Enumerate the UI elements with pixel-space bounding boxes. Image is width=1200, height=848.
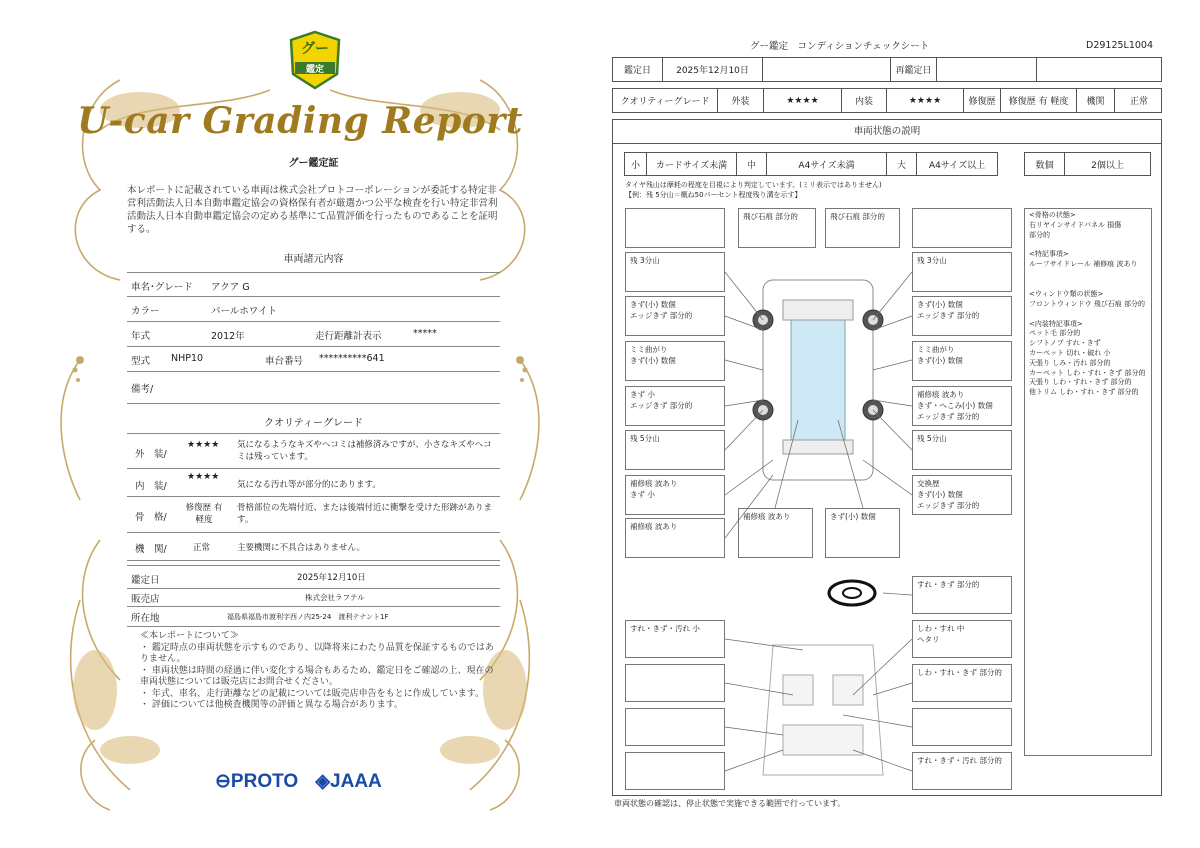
exterior-stars: ★★★★: [764, 89, 842, 112]
side-note-line: フロントウィンドウ 飛び石痕 部分的: [1029, 299, 1146, 308]
date-value: 2025年12月10日: [297, 573, 366, 583]
sheet-title: グー鑑定 コンディションチェックシート: [750, 41, 930, 52]
tire-note-1: タイヤ残山は摩耗の程度を目視により判定しています。(ミリ表示ではありません): [625, 181, 882, 189]
tire-note-2: 【例：残 5分山＝概ね50パーセント程度残り溝を示す】: [625, 191, 802, 199]
condition-box: 残 3分山: [625, 252, 725, 292]
report-title: U-car Grading Report: [77, 100, 523, 142]
cert-heading: グー鑑定証: [288, 158, 339, 169]
frame-label: 骨 格/: [135, 512, 167, 523]
spec-year-value: 2012年: [211, 331, 245, 342]
spec-name-value: アクア G: [211, 282, 250, 293]
proto-logo-icon: ⊖: [215, 771, 231, 792]
condition-box: しわ・すれ・きず 部分的: [912, 664, 1012, 702]
notes-title: ≪本レポートについて≫: [140, 631, 239, 641]
quality-label: クオリティーグレード: [613, 89, 718, 112]
spec-name-label: 車名･グレード: [131, 282, 193, 293]
address-label: 所在地: [131, 613, 160, 624]
spec-row-year: [127, 322, 500, 347]
reinspect-label: 再鑑定日: [891, 58, 937, 81]
condition-box: ミミ曲がり きず(小) 数個: [625, 341, 725, 381]
date-blank: [763, 58, 891, 81]
side-note-line: <特記事項>: [1029, 250, 1069, 259]
spec-chassis-value: **********641: [319, 353, 385, 364]
repair-value: 修復歴 有 軽度: [1001, 89, 1077, 112]
condition-box: 補修痕 波あり きず・へこみ(小) 数個 エッジきず 部分的: [912, 386, 1012, 426]
badge-top-text: グー: [301, 41, 329, 57]
engine-value: 正常: [1129, 97, 1148, 107]
engine-label: 機 関/: [135, 544, 167, 555]
side-note-spacer: [1029, 240, 1147, 250]
legend-mid-desc: A4サイズ未満: [767, 153, 887, 175]
engine-label: 機関: [1077, 89, 1115, 112]
footer-row-date: [127, 565, 500, 589]
date-row: [612, 57, 1162, 82]
note-item: ・ 評価については他検査機関等の評価と異なる場合があります。: [140, 700, 403, 710]
side-note-line: カーペット しわ・すれ・きず 部分的: [1029, 368, 1146, 377]
doc-id: D29125L1004: [1086, 40, 1154, 51]
footer-row-address: [127, 607, 500, 627]
side-note-line: <ウィンドウ類の状態>: [1029, 289, 1104, 298]
quality-row-exterior: [127, 433, 500, 469]
condition-box: すれ・きず 部分的: [912, 576, 1012, 614]
proto-logo-text: PROTO: [230, 771, 299, 792]
condition-box: 飛び石痕 部分的: [738, 208, 816, 248]
exterior-desc: 気になるようなキズやヘコミは補修済みですが、小さなキズやヘコミは残っています。: [237, 440, 492, 462]
spec-row-model: [127, 347, 500, 372]
exterior-label: 外 装/: [135, 449, 167, 460]
side-note-line: シフトノブ すれ・きず: [1029, 339, 1101, 348]
exterior-label: 外装: [718, 89, 764, 112]
condition-box: きず(小) 数個 エッジきず 部分的: [625, 296, 725, 336]
quality-row-engine: [127, 533, 500, 561]
interior-stars: ★★★★: [187, 472, 220, 482]
legend-small-desc: カードサイズ未満: [647, 153, 737, 175]
spec-mileage-label: 走行距離計表示: [315, 331, 382, 342]
side-note-line: ペット毛 部分的: [1029, 329, 1081, 338]
side-note-line: カーペット 切れ・破れ 小: [1029, 348, 1111, 357]
legend-mid: 中: [737, 153, 767, 175]
condition-box: しわ・すれ 中 ヘタリ: [912, 620, 1012, 658]
spec-row-remarks: [127, 372, 500, 404]
condition-box: 残 3分山: [912, 252, 1012, 292]
condition-box: 飛び石痕 部分的: [825, 208, 900, 248]
footer-note: 車両状態の確認は、停止状態で実施できる範囲で行っています。: [614, 799, 846, 808]
spec-color-label: カラー: [131, 306, 160, 317]
spec-chassis-label: 車台番号: [265, 356, 304, 367]
frame-desc: 骨格部位の先端付近、または後端付近に衝撃を受けた形跡があります。: [237, 503, 493, 525]
interior-desc: 気になる汚れ等が部分的にあります。: [237, 480, 381, 490]
condition-box: きず 小 エッジきず 部分的: [625, 386, 725, 426]
spec-row-name: [127, 272, 500, 297]
condition-heading: 車両状態の説明: [613, 120, 1161, 144]
exterior-stars: ★★★★: [187, 440, 220, 450]
interior-stars: ★★★★: [887, 89, 964, 112]
condition-box: ミミ曲がり きず(小) 数個: [912, 341, 1012, 381]
spec-mileage-value: *****: [413, 328, 437, 339]
dealer-label: 販売店: [131, 594, 160, 605]
condition-check-sheet: [600, 0, 1200, 848]
quality-row-interior: [127, 469, 500, 497]
condition-box: 補修痕 波あり: [738, 508, 813, 558]
report-notes: [140, 631, 500, 712]
footer-row-dealer: [127, 589, 500, 607]
spec-year-label: 年式: [131, 331, 151, 342]
side-note-line: <骨格の状態>: [1029, 211, 1076, 219]
frame-value: 修復歴 有 軽度: [185, 503, 223, 525]
condition-box: すれ・きず・汚れ 部分的: [912, 752, 1012, 790]
condition-box: 残 5分山: [625, 430, 725, 470]
legend-large-desc: A4サイズ以上: [928, 160, 986, 171]
legend-count-desc: 2個以上: [1091, 160, 1124, 171]
spec-model-label: 型式: [131, 356, 151, 367]
side-note-line: 右リヤインサイドパネル 損傷: [1029, 220, 1122, 229]
quality-heading: クオリティーグレード: [264, 418, 363, 429]
condition-box: きず(小) 数個: [825, 508, 900, 558]
jaaa-logo-icon: ◈: [315, 771, 331, 792]
engine-value: 正常: [193, 543, 211, 553]
condition-box: 残 5分山: [912, 430, 1012, 470]
quality-row-frame: [127, 497, 500, 533]
side-note-line: 天張り しわ・すれ・きず 部分的: [1029, 378, 1132, 387]
condition-box: きず(小) 数個 エッジきず 部分的: [912, 296, 1012, 336]
footer-logos: [215, 770, 382, 793]
condition-panel: [612, 119, 1162, 796]
spec-remarks-label: 備考/: [131, 384, 154, 395]
date-label: 鑑定日: [131, 575, 160, 586]
interior-label: 内 装/: [135, 481, 167, 492]
condition-box: 交換歴 きず(小) 数個 エッジきず 部分的: [912, 475, 1012, 515]
jaaa-logo-text: JAAA: [330, 771, 382, 792]
spec-model-value: NHP10: [171, 353, 204, 364]
side-notes-panel: [1024, 208, 1152, 756]
repair-label: 修復歴: [964, 89, 1001, 112]
side-note-line: 他トリム しわ・すれ・きず 部分的: [1029, 388, 1139, 397]
specs-heading: 車両諸元内容: [283, 254, 344, 265]
date-label: 鑑定日: [613, 58, 663, 81]
side-note-line: 部分的: [1029, 230, 1050, 239]
legend-count: 数個: [1025, 153, 1065, 175]
spec-row-color: [127, 297, 500, 322]
note-item: ・ 鑑定時点の車両状態を示すものであり、以降将来にわたり品質を保証するものではありません。: [140, 642, 494, 664]
side-note-line: ルーフサイドレール 補修痕 波あり: [1029, 260, 1138, 269]
condition-box: すれ・きず・汚れ 小: [625, 620, 725, 658]
condition-box: 補修痕 波あり きず 小: [625, 475, 725, 515]
legend-large: 大: [887, 153, 917, 175]
goo-kantei-badge-icon: [287, 30, 343, 90]
cert-text: 本レポートに記載されている車両は株式会社プロトコーポレーションが委託する特定非営利活動法人日本自動車鑑定協会の資格保有者が厳選かつ公平な検査を行い特定非営利活動法人日本自動車鑑定協会の定める基準にて品質評価を行ったものであることを証明する。: [127, 185, 498, 235]
badge-bottom-text: 鑑定: [305, 65, 324, 75]
legend-small: 小: [625, 153, 647, 175]
dealer-value: 株式会社ラフテル: [305, 593, 365, 602]
note-item: ・ 車両状態は時間の経過に伴い変化する場合もあるため、鑑定日をご確認の上、現在の車両状態については販売店にお問合せください。: [140, 665, 494, 687]
side-note-line: 天張り しみ・汚れ 部分的: [1029, 358, 1111, 367]
side-note-spacer: [1029, 310, 1147, 320]
side-note-line: <内装特記事項>: [1029, 319, 1083, 328]
grade-row: [612, 88, 1162, 113]
side-note-spacer: [1029, 270, 1147, 290]
address-value: 福島県福島市渡利字西ノ内25-24 渡利テナント1F: [227, 613, 389, 621]
note-item: ・ 年式、車名、走行距離などの記載については販売店申告をもとに作成しています。: [140, 688, 484, 699]
reinspect-value: [937, 58, 1037, 81]
interior-label: 内装: [842, 89, 887, 112]
spec-color-value: パールホワイト: [211, 306, 278, 317]
engine-desc: 主要機関に不具合はありません。: [237, 543, 366, 553]
date-value: 2025年12月10日: [663, 58, 763, 81]
condition-box: 補修痕 波あり: [625, 518, 725, 558]
